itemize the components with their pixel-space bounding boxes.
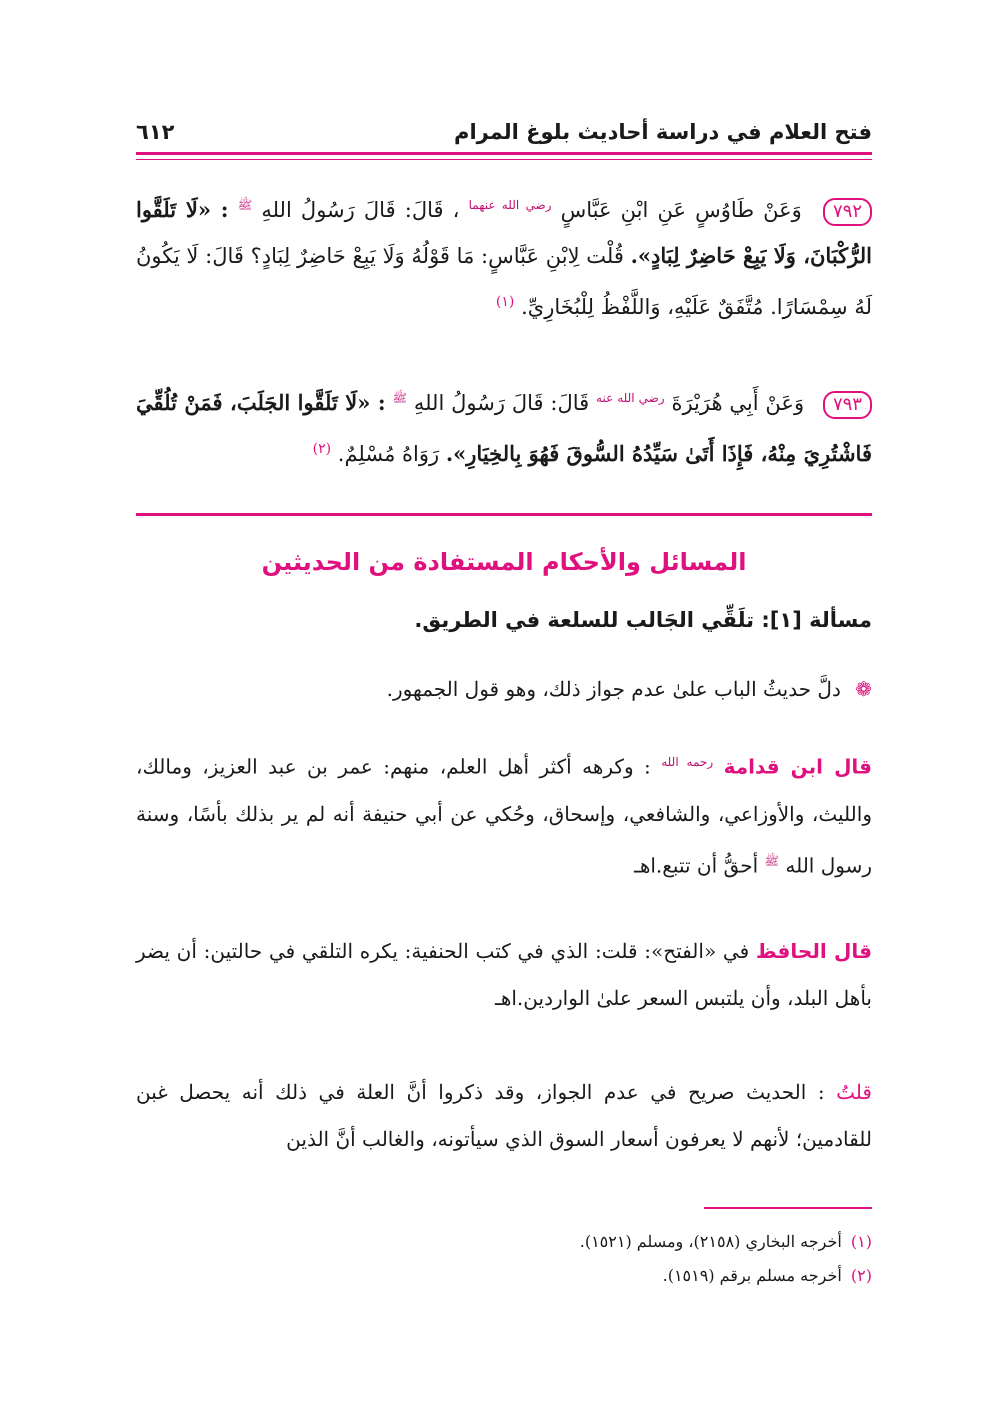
- paragraph-text: : الحديث صريح في عدم الجواز، وقد ذكروا أنَّ العلة في ذلك أنه يحصل غبن للقادمين؛ لأنهم لا يعرفون أسعار السوق الذي سيأتونه، والغالب أنَّ الذين: [136, 1080, 872, 1151]
- honorific: ﷺ: [237, 198, 253, 212]
- footnote-ref[interactable]: (٢): [312, 441, 332, 457]
- footnote-ref[interactable]: (١): [495, 294, 515, 310]
- footnote-text: أخرجه البخاري (٢١٥٨)، ومسلم (١٥٢١).: [579, 1232, 842, 1251]
- footnote-text: أخرجه مسلم برقم (١٥١٩).: [662, 1266, 842, 1285]
- hadith-rest: قُلْت لِابْنِ عَبَّاسٍ: مَا قَوْلُهُ وَلَا يَبِعْ حَاضِرٌ لِبَادٍ؟ قَالَ: لَا يَكُونُ لَهُ سِمْسَارًا. مُتَّفَقٌ عَلَيْهِ، وَاللَّفْظُ لِلْبُخَارِيِّ.: [136, 244, 872, 319]
- hadith-quote: : «لَا تَلَقَّوا الجَلَبَ، فَمَنْ تُلُقِّيَ فَاشْتُرِيَ مِنْهُ، فَإِذَا أَتَىٰ سَيِّدُهُ السُّوقَ فَهُوَ بِالخِيَارِ».: [136, 390, 872, 466]
- footnote-item: [136, 1225, 872, 1259]
- hadith-intro: وَعَنْ طَاوُسٍ عَنِ ابْنِ عَبَّاسٍ: [560, 198, 802, 222]
- footnote-divider: [704, 1207, 872, 1209]
- hadith-number-badge: ٧٩٣: [823, 391, 872, 419]
- masala-heading: مسألة [١]: تلَقِّي الجَالب للسلعة في الطريق.: [414, 608, 872, 632]
- paragraph-al-hafiz: [136, 928, 872, 1022]
- paragraph-ruling: [136, 666, 872, 713]
- header-rule-thin: [136, 159, 872, 160]
- hadith-number-badge: ٧٩٢: [823, 198, 872, 226]
- page-header: [136, 112, 872, 152]
- page-number: ٦١٢: [136, 120, 175, 144]
- footnotes: [136, 1225, 872, 1293]
- hadith-mid: قَالَ: قَالَ رَسُولُ اللهِ: [413, 391, 590, 415]
- footnote-item: [136, 1259, 872, 1293]
- hadith-rest: رَوَاهُ مُسْلِمٌ.: [337, 442, 440, 466]
- paragraph-text: دلَّ حديثُ الباب علىٰ عدم جواز ذلك، وهو قول الجمهور.: [386, 677, 841, 701]
- speaker-label: قال ابن قدامة: [723, 754, 873, 779]
- section-divider: [136, 513, 872, 516]
- section-title: المسائل والأحكام المستفادة من الحديثين: [261, 548, 747, 576]
- header-rule: [136, 152, 872, 155]
- paragraph-author: [136, 1069, 872, 1163]
- speaker-label: قلتُ: [836, 1080, 872, 1104]
- book-title: فتح العلام في دراسة أحاديث بلوغ المرام: [454, 120, 872, 144]
- footnote-number: (٢): [850, 1266, 872, 1285]
- hadith-quote: : «لَا تَلَقَّوا الرُّكْبَانَ، وَلَا يَبِعْ حَاضِرٌ لِبَادٍ».: [136, 197, 872, 268]
- paragraph-text: : وكرهه أكثر أهل العلم، منهم: عمر بن عبد العزيز، ومالك، والليث، والأوزاعي، والشافعي، وإسحاق، وحُكي عن أبي حنيفة أنه لم ير بذلك بأسًا، وسنة رسول الله: [136, 754, 872, 878]
- hadith-mid: ، قَالَ: قَالَ رَسُولُ اللهِ: [261, 198, 460, 222]
- paragraph-text: في «الفتح»: قلت: الذي في كتب الحنفية: يكره التلقي في حالتين: أن يضر بأهل البلد، وأن يلتبس السعر علىٰ الواردين.اهـ: [136, 939, 872, 1010]
- hadith-793: [136, 375, 872, 477]
- honorific: ﷺ: [392, 391, 407, 405]
- hadith-intro: وَعَنْ أَبِي هُرَيْرَةَ: [671, 391, 805, 415]
- honorific: رحمه الله: [661, 755, 714, 769]
- honorific: رضي الله عنه: [596, 391, 665, 405]
- honorific: ﷺ: [764, 853, 779, 868]
- speaker-label: قال الحافظ: [755, 939, 872, 963]
- honorific: رضي الله عنهما: [468, 198, 552, 212]
- flower-icon: ❁: [855, 677, 872, 701]
- hadith-792: [136, 182, 872, 330]
- footnote-number: (١): [850, 1232, 872, 1251]
- paragraph-ibn-qudama: [136, 739, 872, 889]
- paragraph-text-end: أحقُّ أن تتبع.اهـ: [633, 853, 759, 878]
